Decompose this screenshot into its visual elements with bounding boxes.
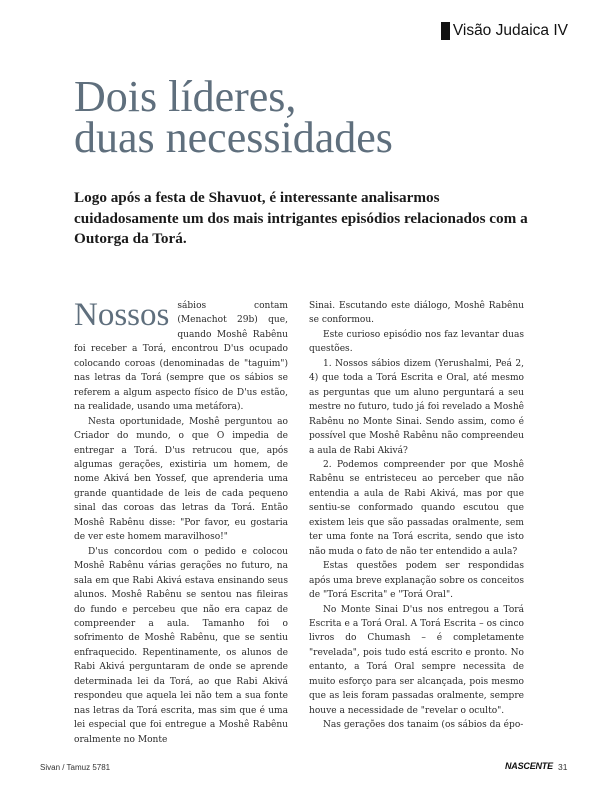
paragraph-1-text: sábios contam (Menachot 29b) que, quando Moshê Rabênu foi receber a Torá, encontrou D'us ocupado colocando coroas (denominadas de "taguim") nas letras da Torá (sempre que os sábios se referem a algum aspecto físico de D'us estão, na realidade, usando uma metáfora). xyxy=(74,301,288,413)
paragraph-10: Nas gerações dos tanaim (os sábios da épo- xyxy=(323,720,524,731)
paragraph-8: Estas questões podem ser respondidas após uma breve explanação sobre os conceitos de "Torá Escrita" e "Torá Oral". xyxy=(309,561,524,601)
page-number: 31 xyxy=(558,762,568,772)
paragraph-2: Nesta oportunidade, Moshê perguntou ao Criador do mundo, o que O impedia de entregar a Torá. D'us retrucou que, após algumas gerações, existiria um homem, de nome Akivá ben Yossef, que aprenderia uma grande quantidade de leis de cada pequeno sinal das coroas das letras da Torá. Então Moshê Rabênu disse: "Por favor, eu gostaria de ver este homem maravilhoso!" xyxy=(74,416,288,543)
section-title: Visão Judaica IV xyxy=(452,22,568,39)
drop-cap-word: Nossos xyxy=(74,297,170,333)
text-column-right xyxy=(309,299,524,733)
paragraph-4: Sinai. Escutando este diálogo, Moshê Rabênu se conformou. xyxy=(309,301,524,326)
section-marker xyxy=(441,22,450,40)
paragraph-1 xyxy=(74,299,288,415)
article-lead: Logo após a festa de Shavuot, é interessante analisarmos cuidadosamente um dos mais intrigantes episódios relacionados com a Outorga da Torá. xyxy=(74,189,528,247)
paragraph-9: No Monte Sinai D'us nos entregou a Torá Escrita e a Torá Oral. A Torá Escrita – os cinco livros do Chumash – é completamente "revelada", pois tudo está escrito e pronto. No entanto, a Torá Oral sempre necessita de muito esforço para ser alcançada, pois mesmo que as leis foram passadas oralmente, sempre houve a necessidade de "revelar o oculto". xyxy=(309,604,524,716)
publication-logo: NASCENTE xyxy=(505,761,553,771)
paragraph-7: 2. Podemos compreender por que Moshê Rabênu se entristeceu ao perceber que não entendia a aula de Rabi Akivá, mas por que sentiu-se conformado quando escutou que existem leis que são passadas oralmente, sem ter uma fonte na Torá escrita, sendo que isto não muda o fato de não ter entendido a aula? xyxy=(309,459,524,557)
section-header xyxy=(441,22,568,40)
paragraph-3: D'us concordou com o pedido e colocou Moshê Rabênu várias gerações no futuro, na sala em que Rabi Akivá estava ensinando seus alunos. Moshê Rabênu se sentou nas fileiras do fundo e percebeu que não era capaz de compreender a aula. Tamanho foi o sofrimento de Moshê Rabênu, que se sentiu enfraquecido. Repentinamente, os alunos de Rabi Akivá perguntaram de onde se aprende determinada lei da Torá, ao que Rabi Akivá respondeu que aquela lei não tem a sua fonte nas letras da Torá escrita, mas sim que é uma lei especial que foi entregue a Moshê Rabênu oralmente no Monte xyxy=(74,546,288,745)
article-title-line-2: duas necessidades xyxy=(74,113,393,162)
article-title xyxy=(74,72,393,162)
paragraph-5: Este curioso episódio nos faz levantar duas questões. xyxy=(309,329,524,355)
article-title-line-1: Dois líderes, xyxy=(74,72,297,121)
text-column-left xyxy=(74,299,288,747)
footer-issue: Sivan / Tamuz 5781 xyxy=(40,763,111,772)
paragraph-6: 1. Nossos sábios dizem (Yerushalmi, Peá 2, 4) que toda a Torá Escrita e Oral, até mesmo as perguntas que um aluno perguntará a seu mestre no futuro, tudo já foi revelado a Moshê Rabênu no Monte Sinai. Sendo assim, como é possível que Moshê Rabênu não compreendeu a aula de Rabi Akivá? xyxy=(309,358,524,456)
